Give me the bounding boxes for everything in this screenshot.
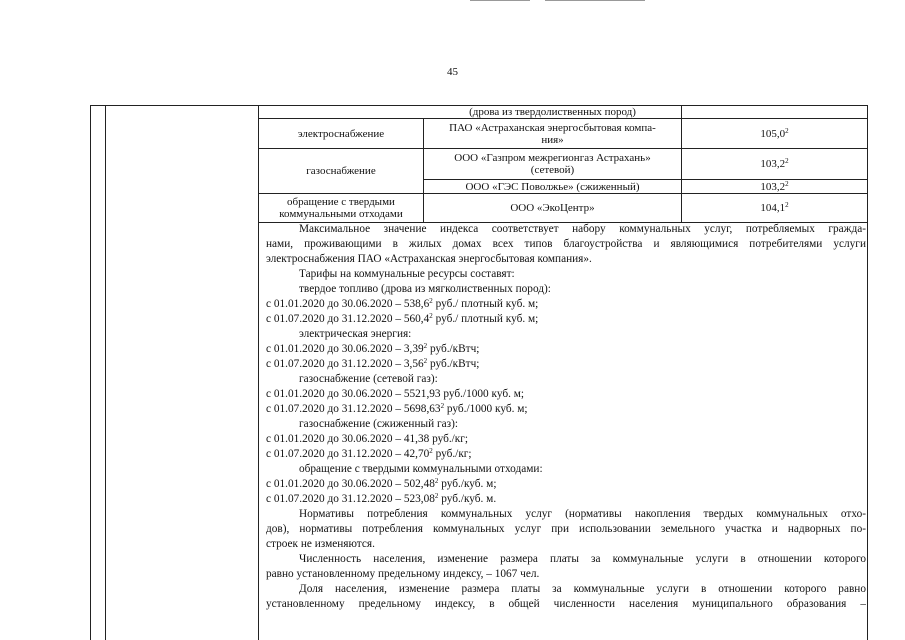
paragraph-line: Доля населения, изменение размера платы за коммунальные услуги в отношении которого равно <box>299 583 866 595</box>
paragraph-line: Нормативы потребления коммунальных услуг (нормативы накопления твердых коммунальных отхо- <box>299 508 866 520</box>
tariff-label: газоснабжение (сжиженный газ): <box>299 418 458 430</box>
table-cell-service: обращение с твердыми коммунальными отходами <box>279 196 403 220</box>
table-cell-provider: ПАО «Астраханская энергосбытовая компа- ния» <box>449 121 656 146</box>
tariff-line: с 01.07.2020 до 31.12.2020 – 523,08$^2$ руб./куб. м. <box>266 492 497 505</box>
table-cell-index: 103,2$^2$ <box>760 157 789 170</box>
tariff-label: газоснабжение (сетевой газ): <box>299 373 438 385</box>
table-cell-provider: ООО «ГЭС Поволжье» (сжиженный) <box>465 180 640 193</box>
tariff-line: с 01.01.2020 до 30.06.2020 – 41,38 руб./кг; <box>266 433 469 445</box>
paragraph-line: дов), нормативы потребления коммунальных услуг при использовании земельного участка и надворных по- <box>266 523 866 535</box>
table-border-right <box>867 105 868 640</box>
tariff-line: с 01.07.2020 до 31.12.2020 – 5698,63$^2$ руб./1000 куб. м; <box>266 402 528 415</box>
paragraph-line: электроснабжения ПАО «Астраханская энергосбытовая компания». <box>266 253 592 265</box>
tariff-line: с 01.07.2020 до 31.12.2020 – 3,56$^2$ руб./кВтч; <box>266 357 480 370</box>
paragraph-line: строек не изменяются. <box>266 538 375 550</box>
table-cell-top-label: (дрова из твердолиственных пород) <box>469 105 636 118</box>
table-cell-provider: ООО «ЭкоЦентр» <box>510 202 595 214</box>
table-cell-provider: ООО «Газпром межрегионгаз Астрахань» (сетевой) <box>454 152 651 176</box>
table-cell-service: электроснабжение <box>297 127 385 140</box>
table-cell-index: 103,2$^2$ <box>760 179 789 193</box>
tariff-line: с 01.01.2020 до 30.06.2020 – 502,48$^2$ руб./куб. м; <box>266 477 497 490</box>
tariff-label: электрическая энергия: <box>299 328 412 340</box>
table-cell-index: 105,0$^2$ <box>760 126 789 140</box>
paragraph-line: равно установленному предельному индексу, – 1067 чел. <box>266 568 540 580</box>
table-border-left <box>90 105 91 640</box>
tariff-label: обращение с твердыми коммунальными отходами: <box>299 463 543 475</box>
tariff-label: твердое топливо (дрова из мягколиственных пород): <box>299 283 551 295</box>
table-cell-index: 104,1$^2$ <box>760 201 789 214</box>
body-text <box>266 222 866 612</box>
table-col-divider <box>105 105 106 640</box>
page-number: 45 <box>447 66 458 78</box>
paragraph-line: нами, проживающими в жилых домах всех типов благоустройства и являющимися потребителями услуги <box>266 238 866 250</box>
tariff-line: с 01.07.2020 до 31.12.2020 – 560,4$^2$ руб./ плотный куб. м; <box>266 312 539 325</box>
table-cell-service: газоснабжение <box>306 165 376 177</box>
tariff-line: с 01.01.2020 до 30.06.2020 – 538,6$^2$ руб./ плотный куб. м; <box>266 297 539 310</box>
tariff-line: с 01.01.2020 до 30.06.2020 – 5521,93 руб./1000 куб. м; <box>266 388 525 400</box>
paragraph-line: Максимальное значение индекса соответствует набору коммунальных услуг, потребляемых гражда- <box>299 223 866 235</box>
paragraph-line: установленному предельному индексу, в общей численности населения муниципального образования – <box>266 598 866 610</box>
tariffs-title: Тарифы на коммунальные ресурсы составят: <box>299 268 515 280</box>
paragraph-line: Численность населения, изменение размера платы за коммунальные услуги в отношении которого <box>299 553 866 565</box>
tariff-line: с 01.01.2020 до 30.06.2020 – 3,39$^2$ руб./кВтч; <box>266 342 480 355</box>
tariff-line: с 01.07.2020 до 31.12.2020 – 42,70$^2$ руб./кг; <box>266 447 472 460</box>
